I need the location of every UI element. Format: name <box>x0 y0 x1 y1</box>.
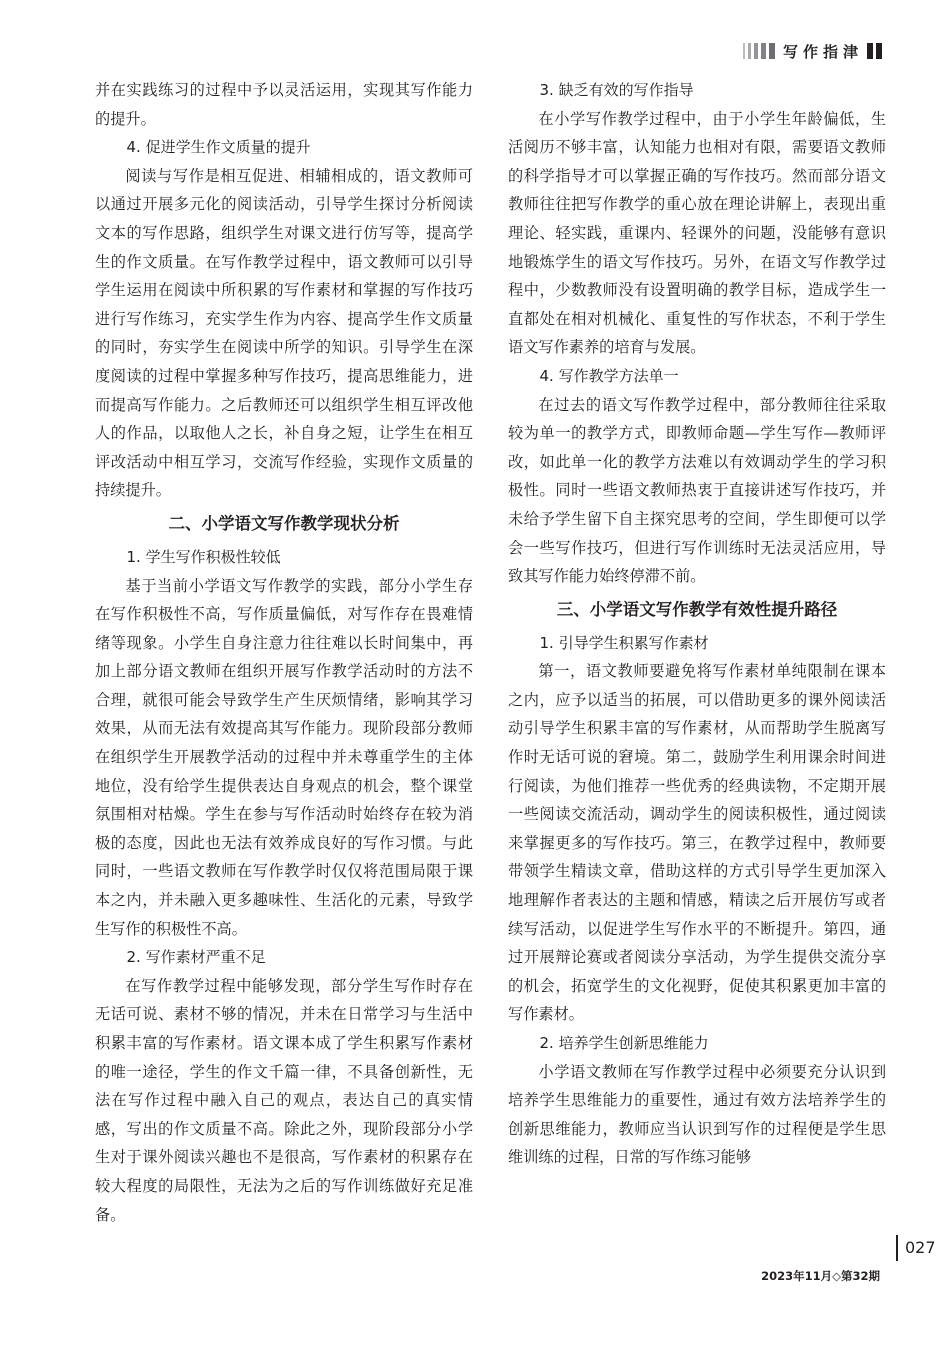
paragraph: 在过去的语文写作教学过程中，部分教师往往采取较为单一的教学方式，即教师命题—学生写作—教师评改，如此单一化的教学方法难以有效调动学生的学习积极性。同时一些语文教师热衷于直接讲述写作技巧，并未给予学生留下自主探究思考的空间，学生即便可以学会一些写作技巧，但进行写作训练时无法灵活应用，导致其写作能力始终停滞不前。 <box>508 395 886 586</box>
subsection-heading: 3. 缺乏有效的写作指导 <box>539 81 694 99</box>
paragraph: 基于当前小学语文写作教学的实践，部分小学生存在写作积极性不高，写作质量偏低，对写作存在畏难情绪等现象。小学生自身注意力往往难以长时间集中，再加上部分语文教师在组织开展写作教学活动时的方法不合理，就很可能会导致学生产生厌烦情绪，影响其学习效果，从而无法有效提高其写作能力。现阶段部分教师在组织学生开展教学活动的过程中并未尊重学生的主体地位，没有给学生提供表达自身观点的机会，整个课堂氛围相对枯燥。学生在参与写作活动时始终存在较为消极的态度，因此也无法有效养成良好的写作习惯。与此同时，一些语文教师在写作教学时仅仅将范围局限于课本之内，并未融入更多趣味性、生活化的元素，导致学生写作的积极性不高。 <box>95 576 473 938</box>
page-number: 027 <box>896 1235 950 1261</box>
section-title: 写作指津 <box>782 42 863 61</box>
paragraph: 阅读与写作是相互促进、相辅相成的，语文教师可以通过开展多元化的阅读活动，引导学生探讨分析阅读文本的写作思路，组织学生对课文进行仿写等，提高学生的作文质量。在写作教学过程中，语文教师可以引导学生运用在阅读中所积累的写作素材和掌握的写作技巧进行写作练习，充实学生作为内容、提高学生作文质量的同时，夯实学生在阅读中所学的知识。引导学生在深度阅读的过程中掌握多种写作技巧，提高思维能力，进而提高写作能力。之后教师还可以组织学生相互评改他人的作品，以取他人之长，补自身之短，让学生在相互评改活动中相互学习，交流写作经验，实现作文质量的持续提升。 <box>95 166 473 500</box>
issue-footer: 2023年11月◇第32期 <box>761 1269 880 1283</box>
header-block-decoration <box>867 43 882 59</box>
subsection-heading: 1. 学生写作积极性较低 <box>126 547 281 566</box>
section-heading: 三、小学语文写作教学有效性提升路径 <box>556 599 838 619</box>
subsection-heading: 4. 写作教学方法单一 <box>539 366 679 385</box>
subsection-heading: 2. 培养学生创新思维能力 <box>539 1034 709 1052</box>
paragraph: 在小学写作教学过程中，由于小学生年龄偏低，生活阅历不够丰富，认知能力也相对有限，需要语文教师的科学指导才可以掌握正确的写作技巧。然而部分语文教师往往把写作教学的重心放在理论讲解上，表现出重理论、轻实践，重课内、轻课外的问题，没能够有意识地锻炼学生的语文写作技巧。另外，在语文写作教学过程中，少数教师没有设置明确的教学目标，造成学生一直都处在相对机械化、重复性的写作状态，不利于学生语文写作素养的培育与发展。 <box>508 109 886 357</box>
paragraph: 并在实践练习的过程中予以灵活运用，实现其写作能力的提升。 <box>95 81 473 128</box>
section-heading: 二、小学语文写作教学现状分析 <box>168 513 400 533</box>
subsection-heading: 2. 写作素材严重不足 <box>126 948 266 967</box>
paragraph: 小学语文教师在写作教学过程中必须要充分认识到培养学生思维能力的重要性，通过有效方法培养学生的创新思维能力，教师应当认识到写作的过程便是学生思维训练的过程，日常的写作练习能够 <box>508 1062 886 1167</box>
paragraph: 在写作教学过程中能够发现，部分学生写作时存在无话可说、素材不够的情况，并未在日常学习与生活中积累丰富的写作素材。语文课本成了学生积累写作素材的唯一途径，学生的作文千篇一律，不具备创新性，无法在写作过程中融入自己的观点，表达自己的真实情感，写出的作文质量不高。除此之外，现阶段部分小学生对于课外阅读兴趣也不是很高，写作素材的积累存在较大程度的局限性，无法为之后的写作训练做好充足准备。 <box>95 976 473 1224</box>
running-header <box>743 40 882 62</box>
left-column <box>95 76 473 1229</box>
header-bars-decoration <box>743 43 775 59</box>
subsection-heading: 4. 促进学生作文质量的提升 <box>126 138 311 157</box>
paragraph: 第一，语文教师要避免将写作素材单纯限制在课本之内，应予以适当的拓展，可以借助更多的课外阅读活动引导学生积累丰富的写作素材，从而帮助学生脱离写作时无话可说的窘境。第二，鼓励学生利用课余时间进行阅读，为他们推荐一些优秀的经典读物，不定期开展一些阅读交流活动，调动学生的阅读积极性，通过阅读来掌握更多的写作技巧。第三，在教学过程中，教师要带领学生精读文章，借助这样的方式引导学生更加深入地理解作者表达的主题和情感，精读之后开展仿写或者续写活动，以促进学生写作水平的不断提升。第四，通过开展辩论赛或者阅读分享活动，为学生提供交流分享的机会，拓宽学生的文化视野，促使其积累更加丰富的写作素材。 <box>508 662 886 1024</box>
right-column <box>508 76 886 1172</box>
subsection-heading: 1. 引导学生积累写作素材 <box>539 633 709 652</box>
